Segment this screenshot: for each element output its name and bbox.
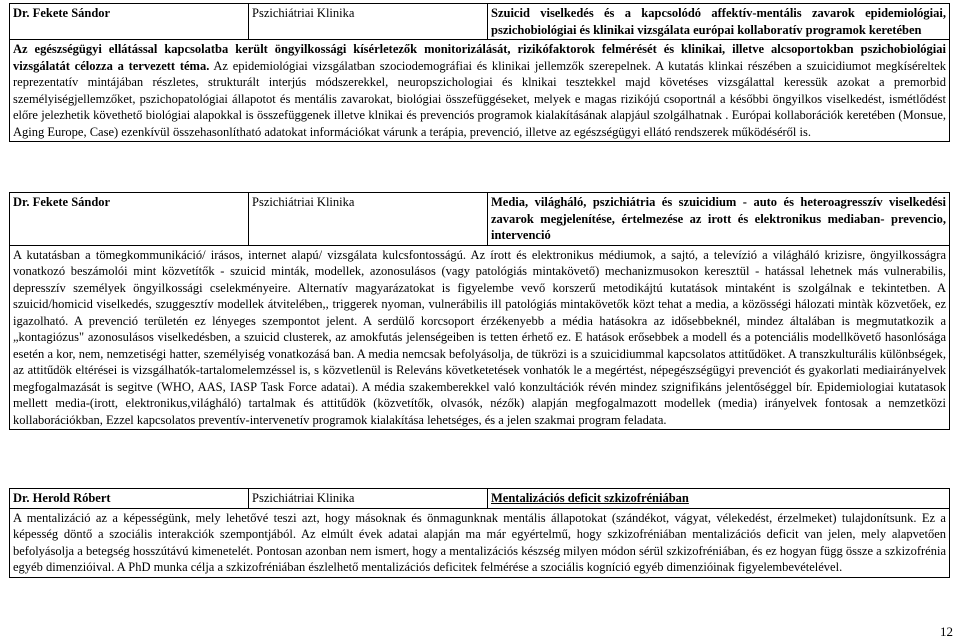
author-name: Dr. Fekete Sándor: [10, 4, 249, 40]
topic-title-text: Mentalizációs deficit szkizofréniában: [491, 491, 689, 505]
page-number: 12: [940, 624, 953, 639]
topic-title: Media, világháló, pszichiátria és szuicidium - auto és heteroagresszív viselkedési zavarok megjelenítése, értelmezése az irott és elektronikus mediaban- prevencio, intervenció: [488, 193, 950, 246]
research-topic-2: [9, 192, 950, 430]
author-name: Dr. Herold Róbert: [10, 489, 249, 509]
topic-abstract: A kutatásban a tömegkommunikáció/ irásos, internet alapú/ vizsgálata kulcsfontosságú. Az írott és elektronikus médiumok, a sajtó, a televízió a világháló krizisre, öngyilkosságra vonatkozó beszámolói mint közvetítők - szuicid minták, modellek, azonosulásos (vagy patológiás mintakövető) mechanizmusokon keresztül - hatással lehetnek más vulnerabilis, depresszív személyek öngyilkossági cselekményeire. Alternatív magyarázatokat is figyelembe vevő korszerű metodikájtú kutatások mintaként is szolgálnak e tekintetben. A szuicid/homicid viselkedés, szuggesztív modellek átvitelében,, triggerek nyoman, vulnerábilis ill patológiás mintakövetők közt tehat a media, a közösségi hálozati mintàk közvetőek, ez igazolható. A prevenció területén ez lényeges szempontot jelent. A serdülő korcsoport érzékenyebb a média hatásokra az idősebbeknél, mindez általában is megmutatkozik a „kontagiózus" azonosulásos viselkedésben, a szuicid clusterek, az amokfutás jelenségeiben is tetten érhető ez. E hatások erősebbek a modell és a potenciális modellkövető hasonlósága esetén a kor, nem, nemzetiségi hatter, személyiség vonatkozásá ban. A media nemcsak befolyásolja, de tükrözi is a szuicidiummal kapcsolatos attitűdöket. A transzkulturális különbségek, az attitűdök eltérései is vizsgálhatók-tartalomelemzéssel is, s közvetlenül is Releváns követketetések vonhatók le a megértést, népegészségügyi prevenciót és gyakorlati mediairányelvek megfogalmazását is segitve (WHO, AAS, IASP Task Force adatai). A média szakemberekkel való konzultációk révén mindez szignifikáns jelentőséggel bír. Epidemiologiai kutatasok mellett media-(irott, elektronikus,világháló) tartalmak és attitűdök (közvetítők, olvasók, nézők) alapján megfogalmazott modellek (media) irányelvek fontosak a nemzetközi kollaborációkban, Ezzel kapcsolatos preventív-intervenetív programok kialakítása lehetséges, és a jelen szakmai program feladata.: [10, 245, 950, 430]
institution-name: Pszichiátriai Klinika: [249, 489, 488, 509]
topic-abstract: A mentalizáció az a képességünk, mely lehetővé teszi azt, hogy másoknak és önmagunknak mentális állapotokat (szándékot, vágyat, vélekedést, érzelmeket) tulajdonítsunk. Ez a képesség döntő a szociális interakciók szempontjából. Az elmúlt évek adatai alapján ma már egyértelmű, hogy szkizofréniában mentalizációs deficit van jelen, mely alapvetően befolyásolja a betegség hosszútávú kimenetelét. Pontosan azonban nem ismert, hogy a mentalizációs készség milyen módon sérül szkizofréniában, és ez hogyan függ össze a szkizofrénia egyéb dimenzióival. A PhD munka célja a szkizofréniában észlelhető mentalizációs deficitek felmérése a szociális kogníció egyéb dimenzióinak figyelembevételével.: [10, 508, 950, 577]
author-name: Dr. Fekete Sándor: [10, 193, 249, 246]
topic-title: [488, 489, 950, 509]
topic-title: Szuicid viselkedés és a kapcsolódó affektív-mentális zavarok epidemiológiai, pszichobiológiai és klinikai vizsgálata európai kollaboratív programok keretében: [488, 4, 950, 40]
topic-abstract: [10, 40, 950, 142]
research-topic-3: [9, 488, 950, 578]
institution-name: Pszichiátriai Klinika: [249, 4, 488, 40]
abstract-lead: Az egészségügyi ellátással kapcsolatba került öngyilkossági kísérletezők monitorizálását, rizikófaktorok felmérését és klinikai, illetve alcsoportokban pszichobiológiai vizsgálatát célozza a tervezett téma.: [13, 42, 946, 73]
research-topic-1: [9, 3, 950, 142]
institution-name: Pszichiátriai Klinika: [249, 193, 488, 246]
abstract-body: Az epidemiológiai vizsgálatban szociodemográfiai és klinikai jellemzők szerepelnek. A kutatás klinkai részében a szuicidiumot megkíséreltek reprezentatív mintájában részletes, strukturált interjús módszerekkel, neuropszichologiai és klnikai tesztekkel majd követéses vizsgálattal keressük azokat a premorbid személyiségjellemzőket, pszichopatológiai állapotot és mentális zavarokat, biológiai összefüggéseket, melyek e magas rizikójú csoportnál a későbbi öngyilkos viselkedést, ismétlődést előre jelezhetik követhető biológiai alapokkal is összefüggenek illetve klnikai és prevenciós programok kialakításának alapjául szolgálhatnak . Európai kollaborációk keretében (Monsue, Aging Europe, Case) ezenkívül összehasonlítható adatokat információkat várunk a terápia, prevenció, illetve az egészségügyi ellátó rendszerek működéséről is.: [13, 58, 946, 139]
